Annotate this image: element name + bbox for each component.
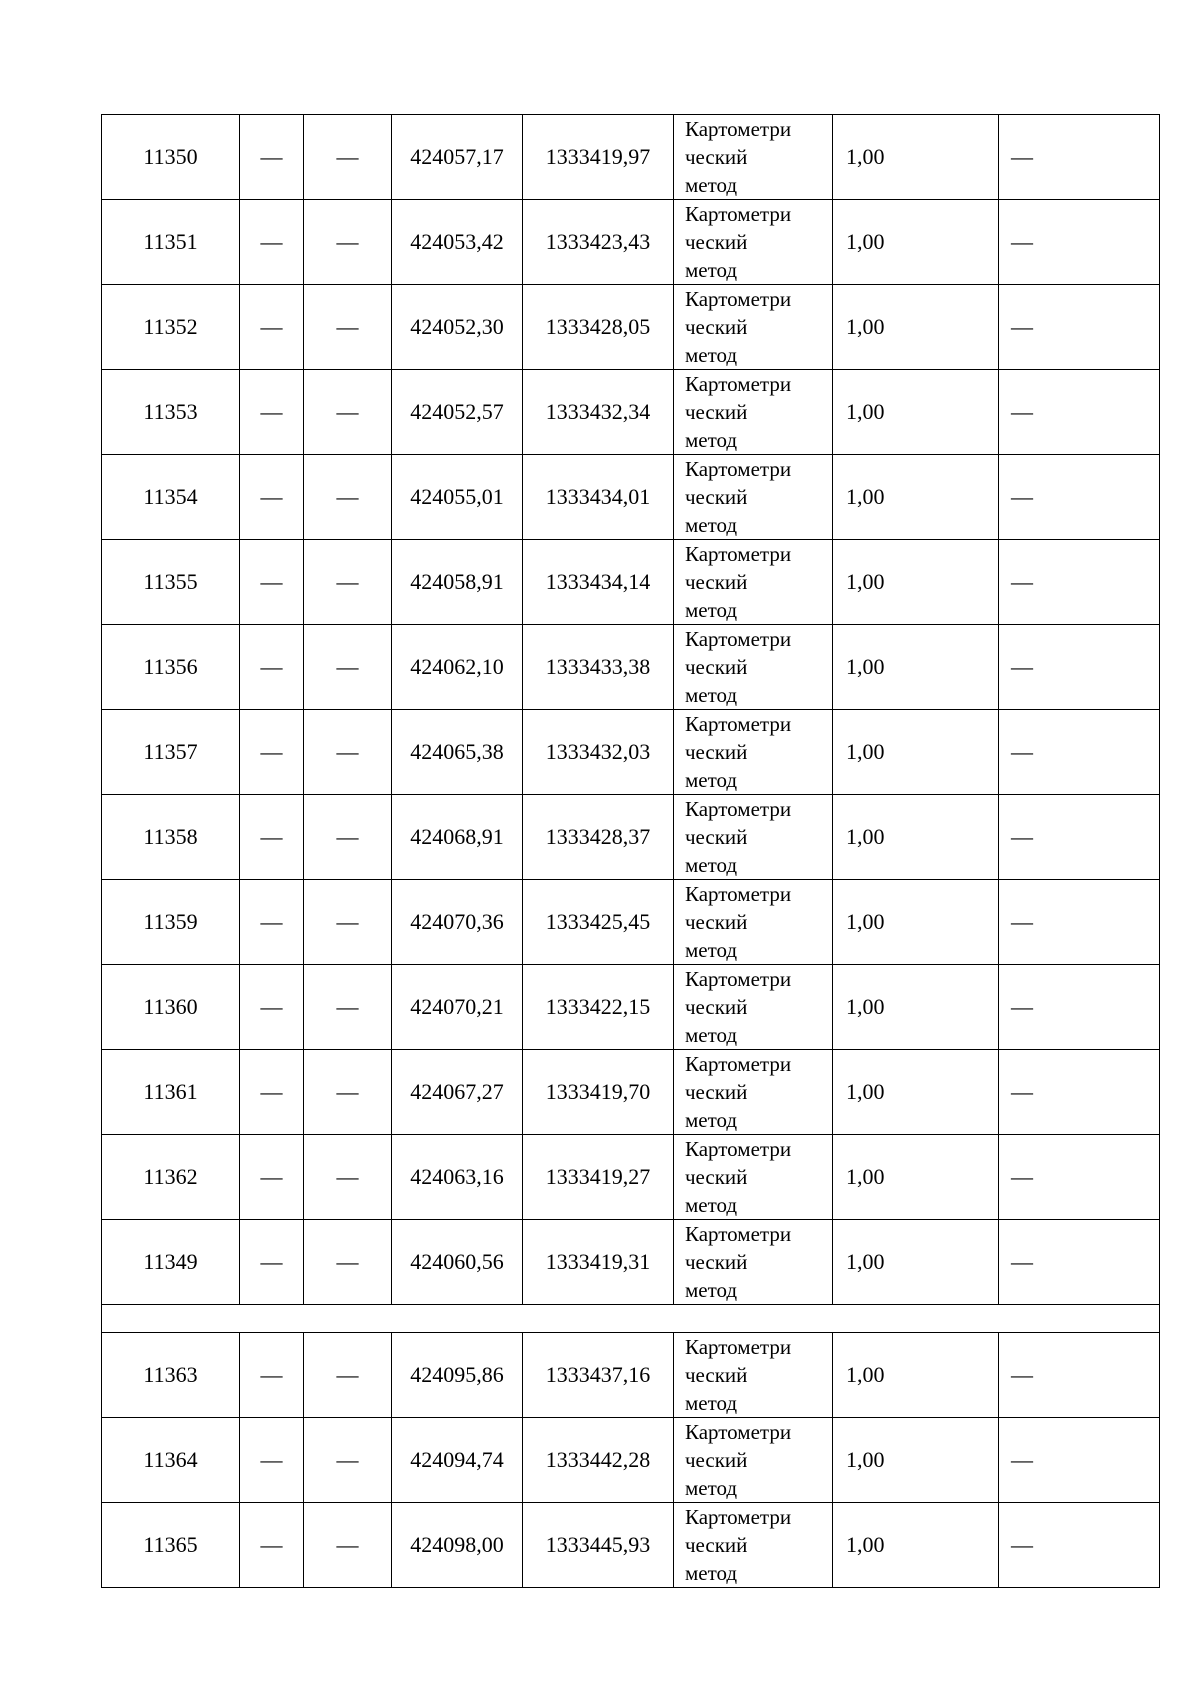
method-text-line: ческий — [685, 1533, 748, 1557]
method-cell — [674, 1418, 833, 1503]
y-coordinate-cell: 1333445,93 — [523, 1503, 674, 1588]
accuracy-cell: 1,00 — [833, 1503, 999, 1588]
method-text-line: Картометри — [685, 627, 792, 651]
method-text-line: метод — [685, 173, 738, 197]
method-cell — [674, 540, 833, 625]
table-row — [102, 1135, 1160, 1220]
empty-dash-cell: — — [304, 115, 392, 200]
method-cell — [674, 455, 833, 540]
note-cell: — — [999, 880, 1160, 965]
empty-dash-cell: — — [304, 880, 392, 965]
method-text-line: ческий — [685, 315, 748, 339]
y-coordinate-cell: 1333428,37 — [523, 795, 674, 880]
method-cell — [674, 710, 833, 795]
point-number-cell: 11352 — [102, 285, 240, 370]
method-cell — [674, 1503, 833, 1588]
empty-dash-cell: — — [240, 285, 304, 370]
x-coordinate-cell: 424095,86 — [392, 1333, 523, 1418]
method-text-line: Картометри — [685, 1222, 792, 1246]
method-text-line: метод — [685, 513, 738, 537]
y-coordinate-cell: 1333419,31 — [523, 1220, 674, 1305]
method-text-line: метод — [685, 598, 738, 622]
accuracy-cell: 1,00 — [833, 285, 999, 370]
method-cell — [674, 795, 833, 880]
y-coordinate-cell: 1333437,16 — [523, 1333, 674, 1418]
table-row — [102, 1503, 1160, 1588]
method-text-line: ческий — [685, 740, 748, 764]
point-number-cell: 11358 — [102, 795, 240, 880]
note-cell: — — [999, 455, 1160, 540]
empty-dash-cell: — — [304, 540, 392, 625]
method-text-line: Картометри — [685, 117, 792, 141]
table-row — [102, 795, 1160, 880]
table-row — [102, 965, 1160, 1050]
method-text-line: Картометри — [685, 1505, 792, 1529]
method-text-line: ческий — [685, 400, 748, 424]
empty-dash-cell: — — [304, 1050, 392, 1135]
empty-dash-cell: — — [240, 370, 304, 455]
table-row — [102, 1418, 1160, 1503]
y-coordinate-cell: 1333432,34 — [523, 370, 674, 455]
note-cell: — — [999, 200, 1160, 285]
y-coordinate-cell: 1333442,28 — [523, 1418, 674, 1503]
empty-dash-cell: — — [240, 115, 304, 200]
y-coordinate-cell: 1333419,27 — [523, 1135, 674, 1220]
empty-dash-cell: — — [240, 455, 304, 540]
point-number-cell: 11356 — [102, 625, 240, 710]
table-row — [102, 285, 1160, 370]
method-text-line: Картометри — [685, 1052, 792, 1076]
note-cell: — — [999, 1418, 1160, 1503]
point-number-cell: 11360 — [102, 965, 240, 1050]
separator-cell — [102, 1305, 1160, 1333]
method-text-line: метод — [685, 1391, 738, 1415]
method-cell — [674, 1135, 833, 1220]
note-cell: — — [999, 1135, 1160, 1220]
method-text-line: ческий — [685, 145, 748, 169]
accuracy-cell: 1,00 — [833, 540, 999, 625]
note-cell: — — [999, 1220, 1160, 1305]
note-cell: — — [999, 1333, 1160, 1418]
point-number-cell: 11364 — [102, 1418, 240, 1503]
method-cell — [674, 200, 833, 285]
method-text-line: ческий — [685, 230, 748, 254]
accuracy-cell: 1,00 — [833, 880, 999, 965]
method-cell — [674, 285, 833, 370]
x-coordinate-cell: 424070,21 — [392, 965, 523, 1050]
y-coordinate-cell: 1333422,15 — [523, 965, 674, 1050]
x-coordinate-cell: 424060,56 — [392, 1220, 523, 1305]
method-cell — [674, 1220, 833, 1305]
empty-dash-cell: — — [304, 1220, 392, 1305]
empty-dash-cell: — — [240, 1418, 304, 1503]
empty-dash-cell: — — [304, 1418, 392, 1503]
method-text-line: метод — [685, 683, 738, 707]
accuracy-cell: 1,00 — [833, 455, 999, 540]
method-text-line: ческий — [685, 1165, 748, 1189]
method-text-line: метод — [685, 938, 738, 962]
method-cell — [674, 1333, 833, 1418]
empty-dash-cell: — — [304, 710, 392, 795]
accuracy-cell: 1,00 — [833, 1135, 999, 1220]
note-cell: — — [999, 1050, 1160, 1135]
method-text-line: ческий — [685, 485, 748, 509]
method-text-line: метод — [685, 1561, 738, 1585]
accuracy-cell: 1,00 — [833, 1050, 999, 1135]
point-number-cell: 11359 — [102, 880, 240, 965]
point-number-cell: 11362 — [102, 1135, 240, 1220]
x-coordinate-cell: 424055,01 — [392, 455, 523, 540]
table-separator-row — [102, 1305, 1160, 1333]
method-text-line: метод — [685, 428, 738, 452]
point-number-cell: 11349 — [102, 1220, 240, 1305]
point-number-cell: 11355 — [102, 540, 240, 625]
method-text-line: ческий — [685, 655, 748, 679]
accuracy-cell: 1,00 — [833, 795, 999, 880]
method-text-line: ческий — [685, 570, 748, 594]
x-coordinate-cell: 424062,10 — [392, 625, 523, 710]
method-text-line: метод — [685, 853, 738, 877]
note-cell: — — [999, 710, 1160, 795]
table-body — [102, 115, 1160, 1588]
empty-dash-cell: — — [304, 455, 392, 540]
method-text-line: метод — [685, 1023, 738, 1047]
table-row — [102, 625, 1160, 710]
method-text-line: Картометри — [685, 372, 792, 396]
accuracy-cell: 1,00 — [833, 625, 999, 710]
x-coordinate-cell: 424052,57 — [392, 370, 523, 455]
y-coordinate-cell: 1333419,97 — [523, 115, 674, 200]
note-cell: — — [999, 115, 1160, 200]
empty-dash-cell: — — [304, 1503, 392, 1588]
method-text-line: ческий — [685, 995, 748, 1019]
method-text-line: метод — [685, 1193, 738, 1217]
point-number-cell: 11354 — [102, 455, 240, 540]
note-cell: — — [999, 965, 1160, 1050]
method-text-line: ческий — [685, 910, 748, 934]
x-coordinate-cell: 424065,38 — [392, 710, 523, 795]
method-text-line: ческий — [685, 1363, 748, 1387]
y-coordinate-cell: 1333432,03 — [523, 710, 674, 795]
point-number-cell: 11365 — [102, 1503, 240, 1588]
accuracy-cell: 1,00 — [833, 965, 999, 1050]
empty-dash-cell: — — [240, 1050, 304, 1135]
x-coordinate-cell: 424058,91 — [392, 540, 523, 625]
table-row — [102, 455, 1160, 540]
note-cell: — — [999, 540, 1160, 625]
method-text-line: Картометри — [685, 1335, 792, 1359]
method-text-line: Картометри — [685, 1137, 792, 1161]
table-row — [102, 370, 1160, 455]
method-text-line: метод — [685, 768, 738, 792]
method-text-line: Картометри — [685, 797, 792, 821]
method-text-line: Картометри — [685, 967, 792, 991]
method-cell — [674, 965, 833, 1050]
y-coordinate-cell: 1333423,43 — [523, 200, 674, 285]
x-coordinate-cell: 424063,16 — [392, 1135, 523, 1220]
empty-dash-cell: — — [304, 370, 392, 455]
method-cell — [674, 880, 833, 965]
table-row — [102, 880, 1160, 965]
point-number-cell: 11351 — [102, 200, 240, 285]
empty-dash-cell: — — [304, 965, 392, 1050]
accuracy-cell: 1,00 — [833, 1418, 999, 1503]
y-coordinate-cell: 1333428,05 — [523, 285, 674, 370]
table-row — [102, 115, 1160, 200]
note-cell: — — [999, 1503, 1160, 1588]
empty-dash-cell: — — [240, 540, 304, 625]
accuracy-cell: 1,00 — [833, 200, 999, 285]
point-number-cell: 11363 — [102, 1333, 240, 1418]
x-coordinate-cell: 424067,27 — [392, 1050, 523, 1135]
method-text-line: Картометри — [685, 202, 792, 226]
table-row — [102, 540, 1160, 625]
y-coordinate-cell: 1333419,70 — [523, 1050, 674, 1135]
point-number-cell: 11350 — [102, 115, 240, 200]
method-text-line: ческий — [685, 825, 748, 849]
empty-dash-cell: — — [240, 1333, 304, 1418]
method-text-line: метод — [685, 1278, 738, 1302]
accuracy-cell: 1,00 — [833, 1333, 999, 1418]
method-text-line: Картометри — [685, 542, 792, 566]
empty-dash-cell: — — [240, 965, 304, 1050]
method-text-line: Картометри — [685, 1420, 792, 1444]
note-cell: — — [999, 370, 1160, 455]
coordinates-table — [101, 114, 1160, 1588]
accuracy-cell: 1,00 — [833, 1220, 999, 1305]
y-coordinate-cell: 1333434,01 — [523, 455, 674, 540]
method-cell — [674, 625, 833, 710]
x-coordinate-cell: 424052,30 — [392, 285, 523, 370]
point-number-cell: 11361 — [102, 1050, 240, 1135]
empty-dash-cell: — — [240, 880, 304, 965]
note-cell: — — [999, 625, 1160, 710]
table-row — [102, 1220, 1160, 1305]
point-number-cell: 11357 — [102, 710, 240, 795]
accuracy-cell: 1,00 — [833, 710, 999, 795]
method-text-line: метод — [685, 1108, 738, 1132]
empty-dash-cell: — — [304, 285, 392, 370]
method-cell — [674, 1050, 833, 1135]
y-coordinate-cell: 1333433,38 — [523, 625, 674, 710]
method-text-line: ческий — [685, 1250, 748, 1274]
x-coordinate-cell: 424070,36 — [392, 880, 523, 965]
empty-dash-cell: — — [304, 1135, 392, 1220]
empty-dash-cell: — — [240, 710, 304, 795]
table-row — [102, 710, 1160, 795]
empty-dash-cell: — — [240, 1135, 304, 1220]
table-row — [102, 1050, 1160, 1135]
x-coordinate-cell: 424068,91 — [392, 795, 523, 880]
method-text-line: метод — [685, 343, 738, 367]
empty-dash-cell: — — [304, 200, 392, 285]
x-coordinate-cell: 424098,00 — [392, 1503, 523, 1588]
method-text-line: метод — [685, 258, 738, 282]
accuracy-cell: 1,00 — [833, 370, 999, 455]
method-text-line: Картометри — [685, 287, 792, 311]
empty-dash-cell: — — [304, 625, 392, 710]
table-row — [102, 1333, 1160, 1418]
table-row — [102, 200, 1160, 285]
x-coordinate-cell: 424057,17 — [392, 115, 523, 200]
method-text-line: Картометри — [685, 882, 792, 906]
x-coordinate-cell: 424053,42 — [392, 200, 523, 285]
y-coordinate-cell: 1333434,14 — [523, 540, 674, 625]
method-text-line: ческий — [685, 1080, 748, 1104]
note-cell: — — [999, 285, 1160, 370]
empty-dash-cell: — — [240, 1220, 304, 1305]
empty-dash-cell: — — [304, 1333, 392, 1418]
empty-dash-cell: — — [304, 795, 392, 880]
empty-dash-cell: — — [240, 795, 304, 880]
method-text-line: метод — [685, 1476, 738, 1500]
empty-dash-cell: — — [240, 1503, 304, 1588]
method-text-line: Картометри — [685, 457, 792, 481]
y-coordinate-cell: 1333425,45 — [523, 880, 674, 965]
x-coordinate-cell: 424094,74 — [392, 1418, 523, 1503]
method-text-line: ческий — [685, 1448, 748, 1472]
method-text-line: Картометри — [685, 712, 792, 736]
accuracy-cell: 1,00 — [833, 115, 999, 200]
empty-dash-cell: — — [240, 625, 304, 710]
empty-dash-cell: — — [240, 200, 304, 285]
note-cell: — — [999, 795, 1160, 880]
point-number-cell: 11353 — [102, 370, 240, 455]
method-cell — [674, 115, 833, 200]
method-cell — [674, 370, 833, 455]
